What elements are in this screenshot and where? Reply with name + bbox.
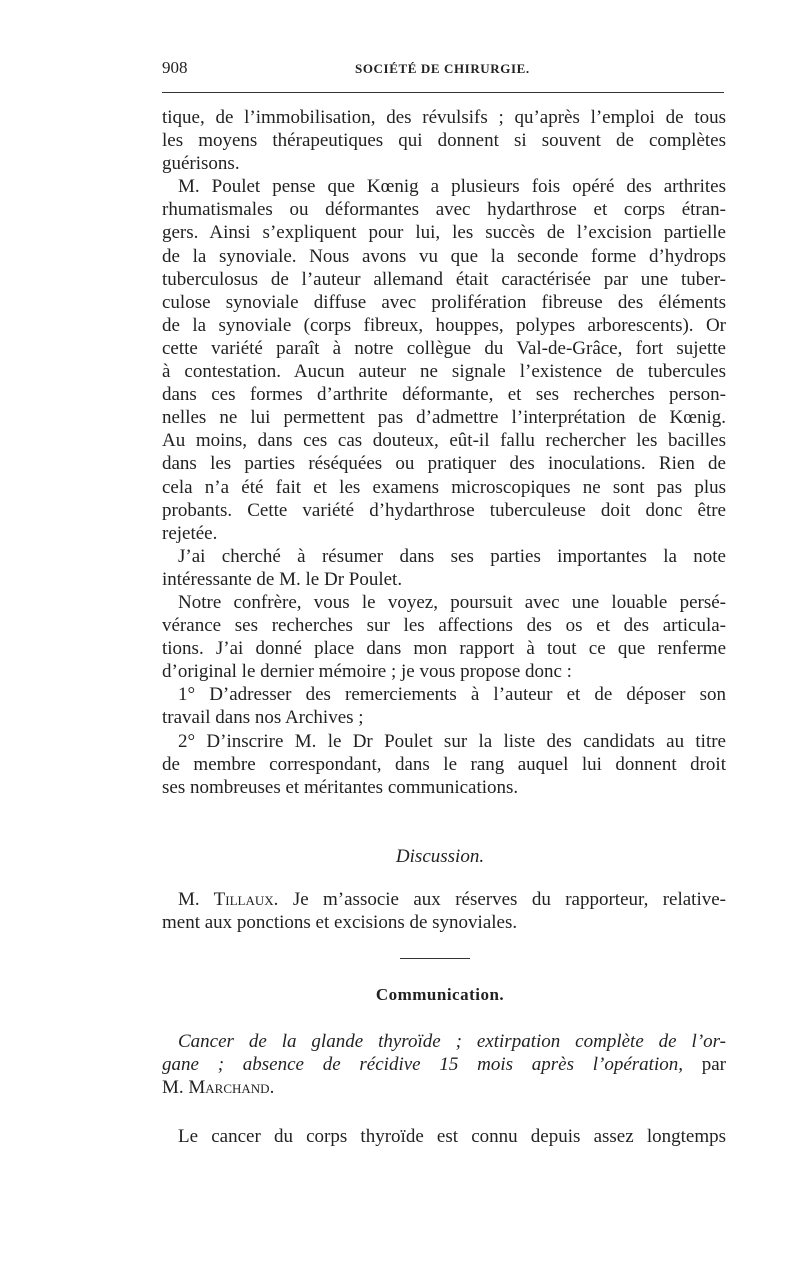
running-head: SOCIÉTÉ DE CHIRURGIE. (355, 61, 530, 76)
body-line: probants. Cette variété d’hydarthrose tuberculeuse doit donc être (162, 499, 726, 521)
header-rule (162, 92, 724, 93)
page-header (162, 58, 724, 82)
title-line (162, 1053, 726, 1076)
body-line: nelles ne lui permettent pas d’admettre l’interprétation de Kœnig. (162, 407, 726, 429)
speaker-name: M. Tillaux. (178, 889, 279, 910)
body-line: tions. J’ai donné place dans mon rapport à tout ce que renferme (162, 638, 726, 660)
body-line: à contestation. Aucun auteur ne signale l’existence de tubercules (162, 361, 726, 383)
body-line: les moyens thérapeutiques qui donnent si souvent de complètes (162, 130, 726, 152)
body-line: de la synoviale. Nous avons vu que la seconde forme d’hydrops (162, 245, 726, 267)
body-line: de membre correspondant, dans le rang auquel lui donnent droit (162, 753, 726, 775)
body-line: J’ai cherché à résumer dans ses parties importantes la note (178, 545, 726, 567)
body-line: guérisons. (162, 153, 240, 175)
communication-heading: Communication. (375, 985, 505, 1004)
page-number: 908 (162, 58, 188, 77)
body-line: Notre confrère, vous le voyez, poursuit avec une louable persé- (178, 591, 726, 613)
communication-title (162, 1030, 726, 1099)
discussion-text: Je m’associe aux réserves du rapporteur, relative- (292, 889, 726, 910)
body-line: cette variété paraît à notre collègue du Val-de-Grâce, fort sujette (162, 337, 726, 359)
body-line: dans les parties réséquées ou pratiquer des inoculations. Rien de (162, 453, 726, 475)
body-line: vérance ses recherches sur les affections des os et des articula- (162, 615, 726, 637)
body-line: culose synoviale diffuse avec prolifération fibreuse des éléments (162, 291, 726, 313)
body-line: gers. Ainsi s’expliquent pour lui, les succès de l’excision partielle (162, 222, 726, 244)
body-line: ses nombreuses et méritantes communications. (162, 776, 519, 798)
communication-body (162, 1125, 726, 1148)
body-line: cela n’a été fait et les examens microscopiques ne sont pas plus (162, 476, 726, 498)
body-line: rejetée. (162, 522, 218, 544)
body-line: 1° D’adresser des remerciements à l’auteur et de déposer son (178, 684, 726, 706)
author-line (162, 1076, 726, 1099)
report-body (162, 106, 726, 799)
discussion-line (162, 888, 726, 911)
body-line: d’original le dernier mémoire ; je vous propose donc : (162, 661, 572, 683)
body-line: Au moins, dans ces cas douteux, eût-il fallu rechercher les bacilles (162, 430, 726, 452)
discussion-line: ment aux ponctions et excisions de synoviales. (162, 912, 518, 934)
body-line: intéressante de M. le Dr Poulet. (162, 568, 403, 590)
body-line: tique, de l’immobilisation, des révulsifs ; qu’après l’emploi de tous (162, 107, 726, 128)
body-line: dans ces formes d’arthrite déformante, et ses recherches person- (162, 384, 726, 406)
body-line: rhumatismales ou déformantes avec hydarthrose et corps étran- (162, 199, 726, 221)
discussion-paragraph (162, 888, 726, 934)
body-line: de la synoviale (corps fibreux, houppes, polypes arborescents). Or (162, 314, 726, 336)
section-rule (400, 958, 470, 959)
title-line: Cancer de la glande thyroïde ; extirpation complète de l’or- (178, 1031, 726, 1052)
body-line: tuberculosus de l’auteur allemand était caractérisée par une tuber- (162, 268, 726, 290)
discussion-heading: Discussion. (395, 846, 485, 867)
author-name: M. Marchand. (162, 1077, 275, 1099)
body-line: M. Poulet pense que Kœnig a plusieurs fois opéré des arthrites (178, 176, 726, 198)
title-text: gane ; absence de récidive 15 mois après l’opération, (162, 1054, 683, 1076)
body-line: travail dans nos Archives ; (162, 707, 364, 729)
body-line: 2° D’inscrire M. le Dr Poulet sur la liste des candidats au titre (178, 730, 726, 752)
title-par: par (701, 1054, 726, 1076)
body-line: Le cancer du corps thyroïde est connu depuis assez longtemps (178, 1126, 726, 1147)
